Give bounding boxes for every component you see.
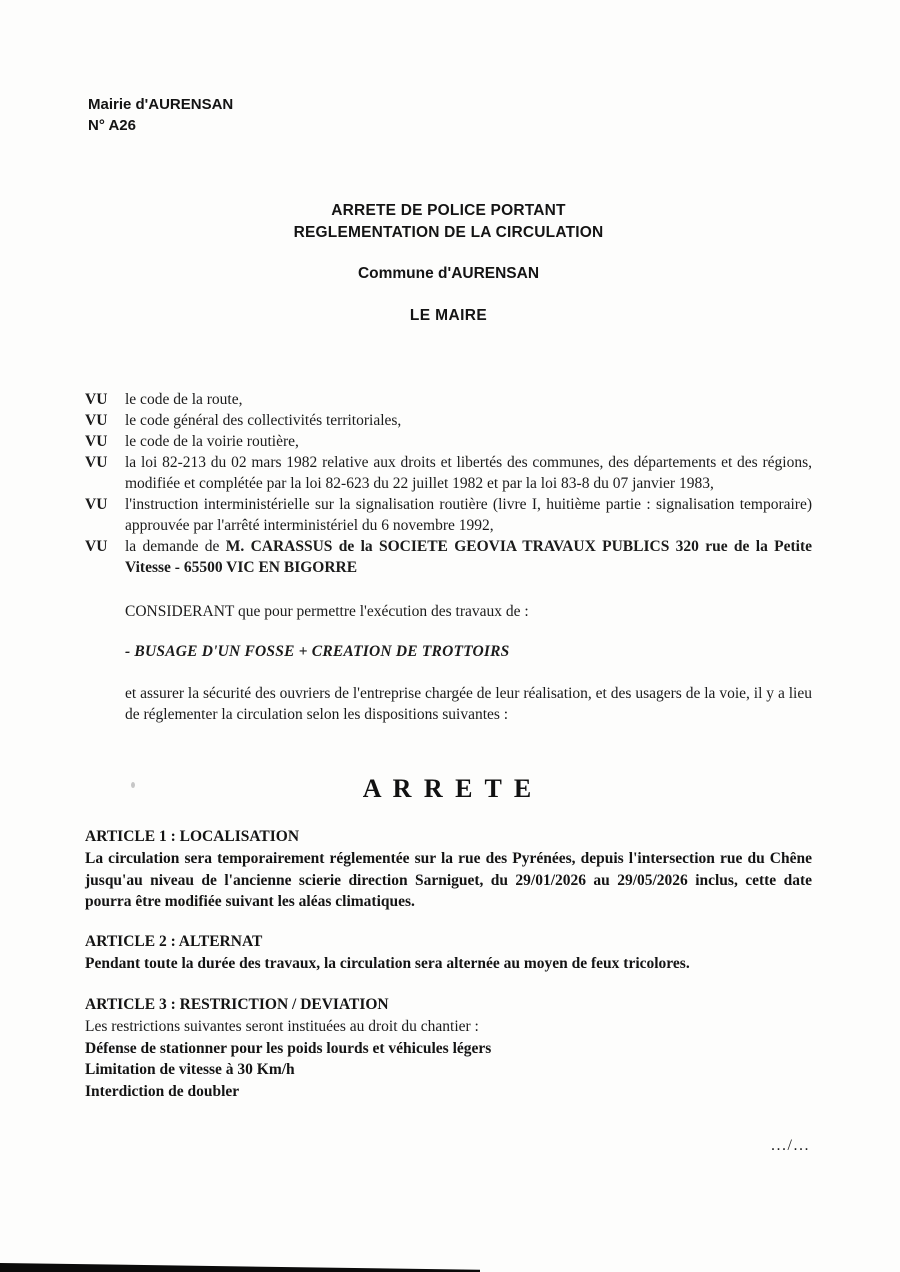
article-3 <box>85 994 812 1102</box>
vu-label: VU <box>85 391 108 408</box>
article-3-heading: ARTICLE 3 : RESTRICTION / DEVIATION <box>85 996 389 1013</box>
article-3-intro: Les restrictions suivantes seront instituées au droit du chantier : <box>85 1018 479 1035</box>
article-2 <box>85 931 812 975</box>
vu-item <box>85 536 812 578</box>
article-2-body: Pendant toute la durée des travaux, la circulation sera alternée au moyen de feux tricolores. <box>85 954 690 972</box>
vu-label: VU <box>85 412 108 429</box>
vu-text: la loi 82-213 du 02 mars 1982 relative aux droits et libertés des communes, des départements et des régions, modifiée et complétée par la loi 82-623 du 22 juillet 1982 et par la loi 83-8 du 07 janvier 1983, <box>125 454 812 492</box>
document-header <box>88 94 812 136</box>
title-line-1: ARRETE DE POLICE PORTANT <box>331 202 566 219</box>
vu-list <box>85 389 812 578</box>
vu-text-regular: la demande de <box>125 538 226 555</box>
article-2-heading: ARTICLE 2 : ALTERNAT <box>85 932 263 950</box>
scan-artifact-speck <box>131 782 135 788</box>
vu-label: VU <box>85 433 108 450</box>
vu-item <box>85 494 812 536</box>
vu-label: VU <box>85 496 108 513</box>
vu-text <box>125 536 812 578</box>
considerant-line: CONSIDERANT que pour permettre l'exécution des travaux de : <box>125 603 529 620</box>
vu-label: VU <box>85 538 108 555</box>
vu-text: l'instruction interministérielle sur la signalisation routière (livre I, huitième partie : signalisation temporaire) approuvée par l'arrêté interministériel du 6 novembre 1992, <box>125 496 812 534</box>
continuation-mark: .../... <box>771 1137 810 1154</box>
restriction-speed-limit: Limitation de vitesse à 30 Km/h <box>85 1061 295 1078</box>
vu-label: VU <box>85 454 108 471</box>
vu-text: le code de la voirie routière, <box>125 433 299 450</box>
decision-title: A R R E T E <box>362 774 535 803</box>
document-number: N° A26 <box>88 117 136 134</box>
restriction-no-overtaking: Interdiction de doubler <box>85 1082 240 1100</box>
document-title <box>85 200 812 243</box>
issuer-name: Mairie d'AURENSAN <box>88 96 234 113</box>
intro-paragraph: et assurer la sécurité des ouvriers de l'entreprise chargée de leur réalisation, et des usagers de la voie, il y a lieu de réglementer la circulation selon les dispositions suivantes : <box>125 685 812 723</box>
article-1-body: La circulation sera temporairement réglementée sur la rue des Pyrénées, depuis l'intersection rue du Chêne jusqu'au niveau de l'ancienne scierie direction Sarniguet, du 29/01/2026 au 29/05/2026 inclus, cette date pourra être modifiée suivant les aléas climatiques. <box>85 850 812 910</box>
article-1-heading: ARTICLE 1 : LOCALISATION <box>85 828 300 845</box>
vu-item <box>85 452 812 494</box>
works-description: - BUSAGE D'UN FOSSE + CREATION DE TROTTOIRS <box>125 643 510 660</box>
scan-edge-artifact <box>0 1263 480 1272</box>
commune-line: Commune d'AURENSAN <box>357 265 540 282</box>
vu-item <box>85 431 812 452</box>
vu-item <box>85 410 812 431</box>
restriction-parking: Défense de stationner pour les poids lourds et véhicules légers <box>85 1039 492 1057</box>
vu-item <box>85 389 812 410</box>
article-1 <box>85 826 812 913</box>
authority-line: LE MAIRE <box>409 307 488 324</box>
document-content <box>85 0 812 1156</box>
title-line-2: REGLEMENTATION DE LA CIRCULATION <box>293 223 604 241</box>
vu-text: le code général des collectivités territoriales, <box>125 412 402 429</box>
vu-text: le code de la route, <box>125 391 243 408</box>
vu-text-applicant: M. CARASSUS de la SOCIETE GEOVIA TRAVAUX PUBLICS 320 rue de la Petite Vitesse - 65500 VIC EN BIGORRE <box>125 538 813 576</box>
